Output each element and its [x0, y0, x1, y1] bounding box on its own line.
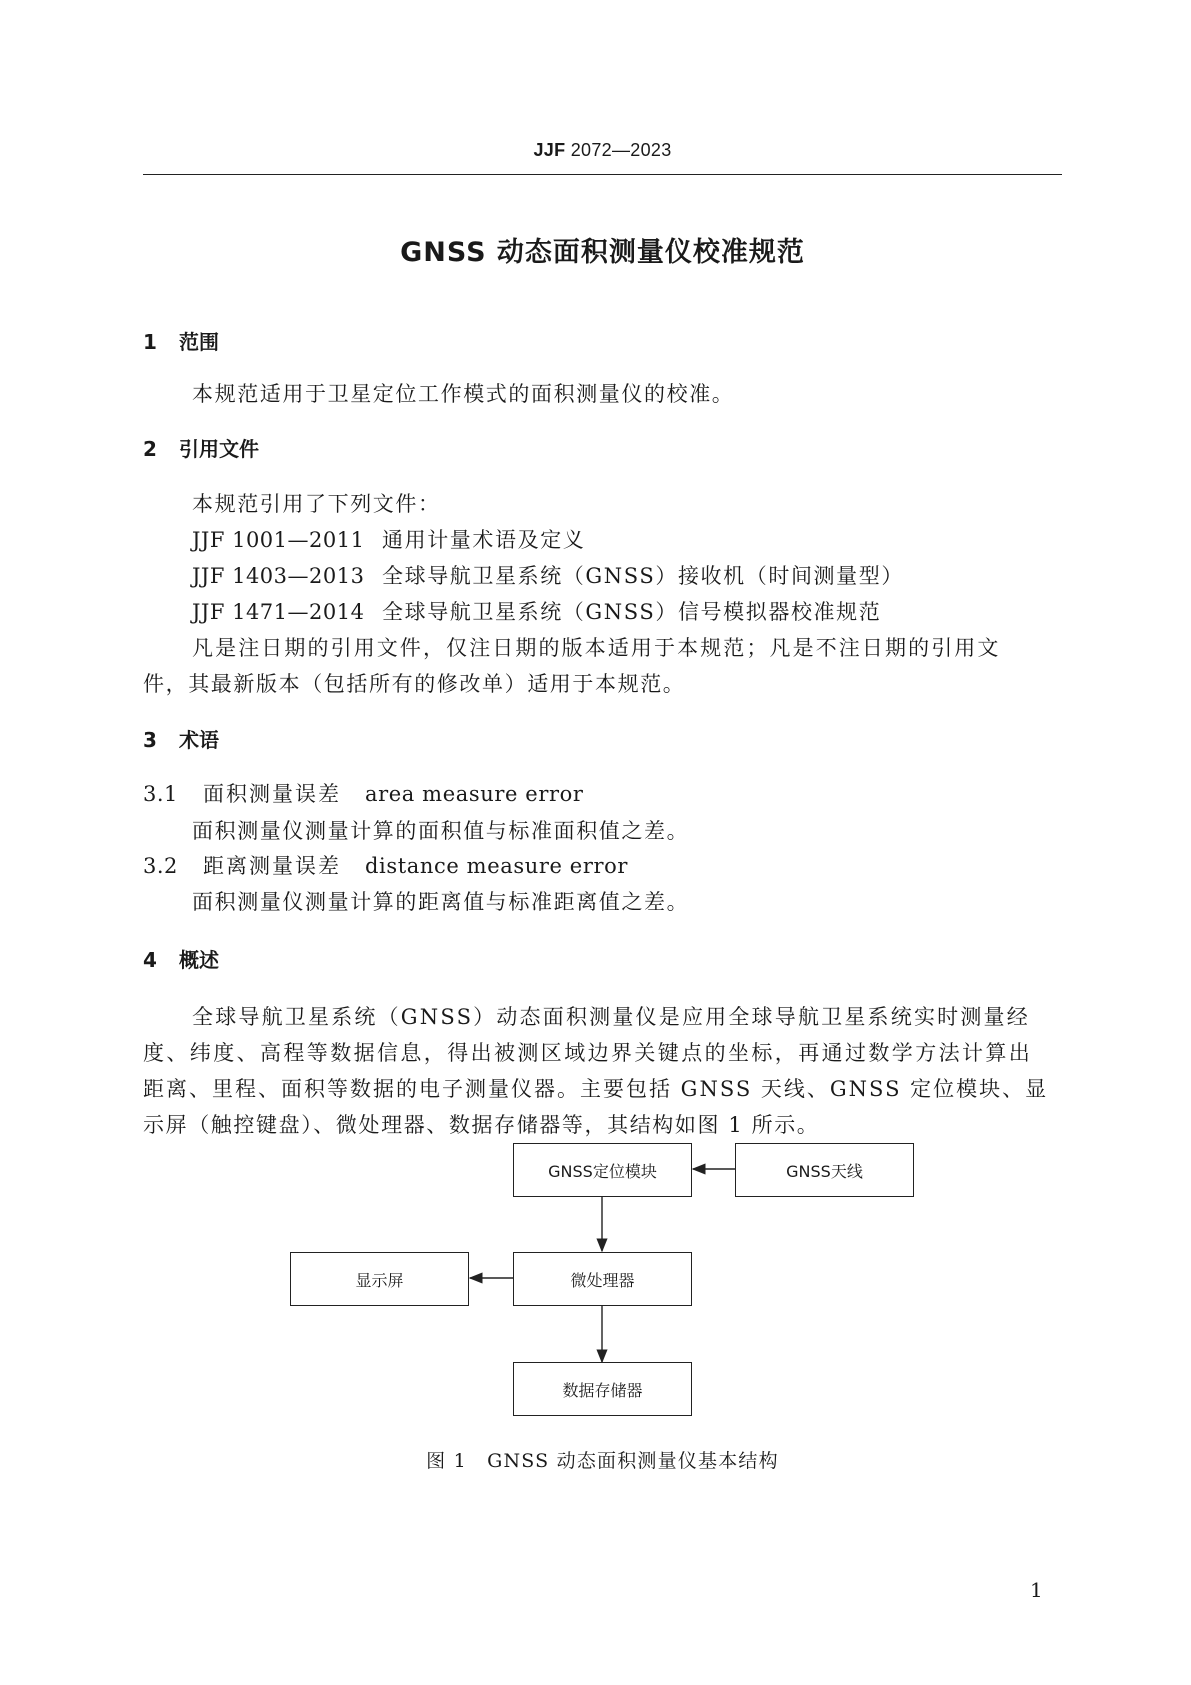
section-number: 3	[143, 728, 157, 752]
header-code-prefix: JJF	[533, 140, 566, 160]
references-note-line: 件，其最新版本（包括所有的修改单）适用于本规范。	[143, 672, 686, 696]
term-english: distance measure error	[365, 854, 628, 878]
display-box: 显示屏	[290, 1252, 469, 1306]
storage-box: 数据存储器	[513, 1362, 692, 1416]
scope-paragraph: 本规范适用于卫星定位工作模式的面积测量仪的校准。	[192, 382, 735, 406]
overview-line: 全球导航卫星系统（GNSS）动态面积测量仪是应用全球导航卫星系统实时测量经	[192, 1005, 1030, 1029]
term-chinese: 距离测量误差	[203, 854, 341, 878]
term-definition: 面积测量仪测量计算的面积值与标准面积值之差。	[192, 819, 690, 843]
section-number: 2	[143, 437, 157, 461]
gnss-antenna-box: GNSS天线	[735, 1143, 914, 1197]
section-title: 范围	[179, 330, 219, 354]
header-code-number: 2072—2023	[570, 140, 672, 160]
section-number: 4	[143, 948, 157, 972]
section-title: 引用文件	[179, 437, 259, 461]
reference-code: JJF 1471—2014	[192, 600, 365, 624]
overview-line: 示屏（触控键盘）、微处理器、数据存储器等，其结构如图 1 所示。	[143, 1113, 820, 1137]
term-number: 3.1	[143, 782, 178, 806]
term-number: 3.2	[143, 854, 178, 878]
document-title: GNSS 动态面积测量仪校准规范	[400, 237, 805, 268]
references-intro: 本规范引用了下列文件：	[192, 492, 441, 516]
overview-line: 距离、里程、面积等数据的电子测量仪器。主要包括 GNSS 天线、GNSS 定位模块、显	[143, 1077, 1049, 1101]
page-number: 1	[1030, 1578, 1043, 1602]
figure-caption: 图 1 GNSS 动态面积测量仪基本结构	[426, 1450, 779, 1472]
reference-code: JJF 1001—2011	[192, 528, 365, 552]
reference-code: JJF 1403—2013	[192, 564, 365, 588]
term-english: area measure error	[365, 782, 584, 806]
reference-name: 通用计量术语及定义	[382, 528, 586, 552]
reference-name: 全球导航卫星系统（GNSS）接收机（时间测量型）	[382, 564, 904, 588]
references-note-line: 凡是注日期的引用文件，仅注日期的版本适用于本规范；凡是不注日期的引用文	[192, 636, 1001, 660]
section-title: 术语	[179, 728, 219, 752]
processor-box: 微处理器	[513, 1252, 692, 1306]
term-definition: 面积测量仪测量计算的距离值与标准距离值之差。	[192, 890, 690, 914]
gnss-module-box: GNSS定位模块	[513, 1143, 692, 1197]
reference-name: 全球导航卫星系统（GNSS）信号模拟器校准规范	[382, 600, 882, 624]
section-title: 概述	[179, 948, 219, 972]
term-chinese: 面积测量误差	[203, 782, 341, 806]
section-number: 1	[143, 330, 157, 354]
overview-line: 度、纬度、高程等数据信息，得出被测区域边界关键点的坐标，再通过数学方法计算出	[143, 1041, 1033, 1065]
